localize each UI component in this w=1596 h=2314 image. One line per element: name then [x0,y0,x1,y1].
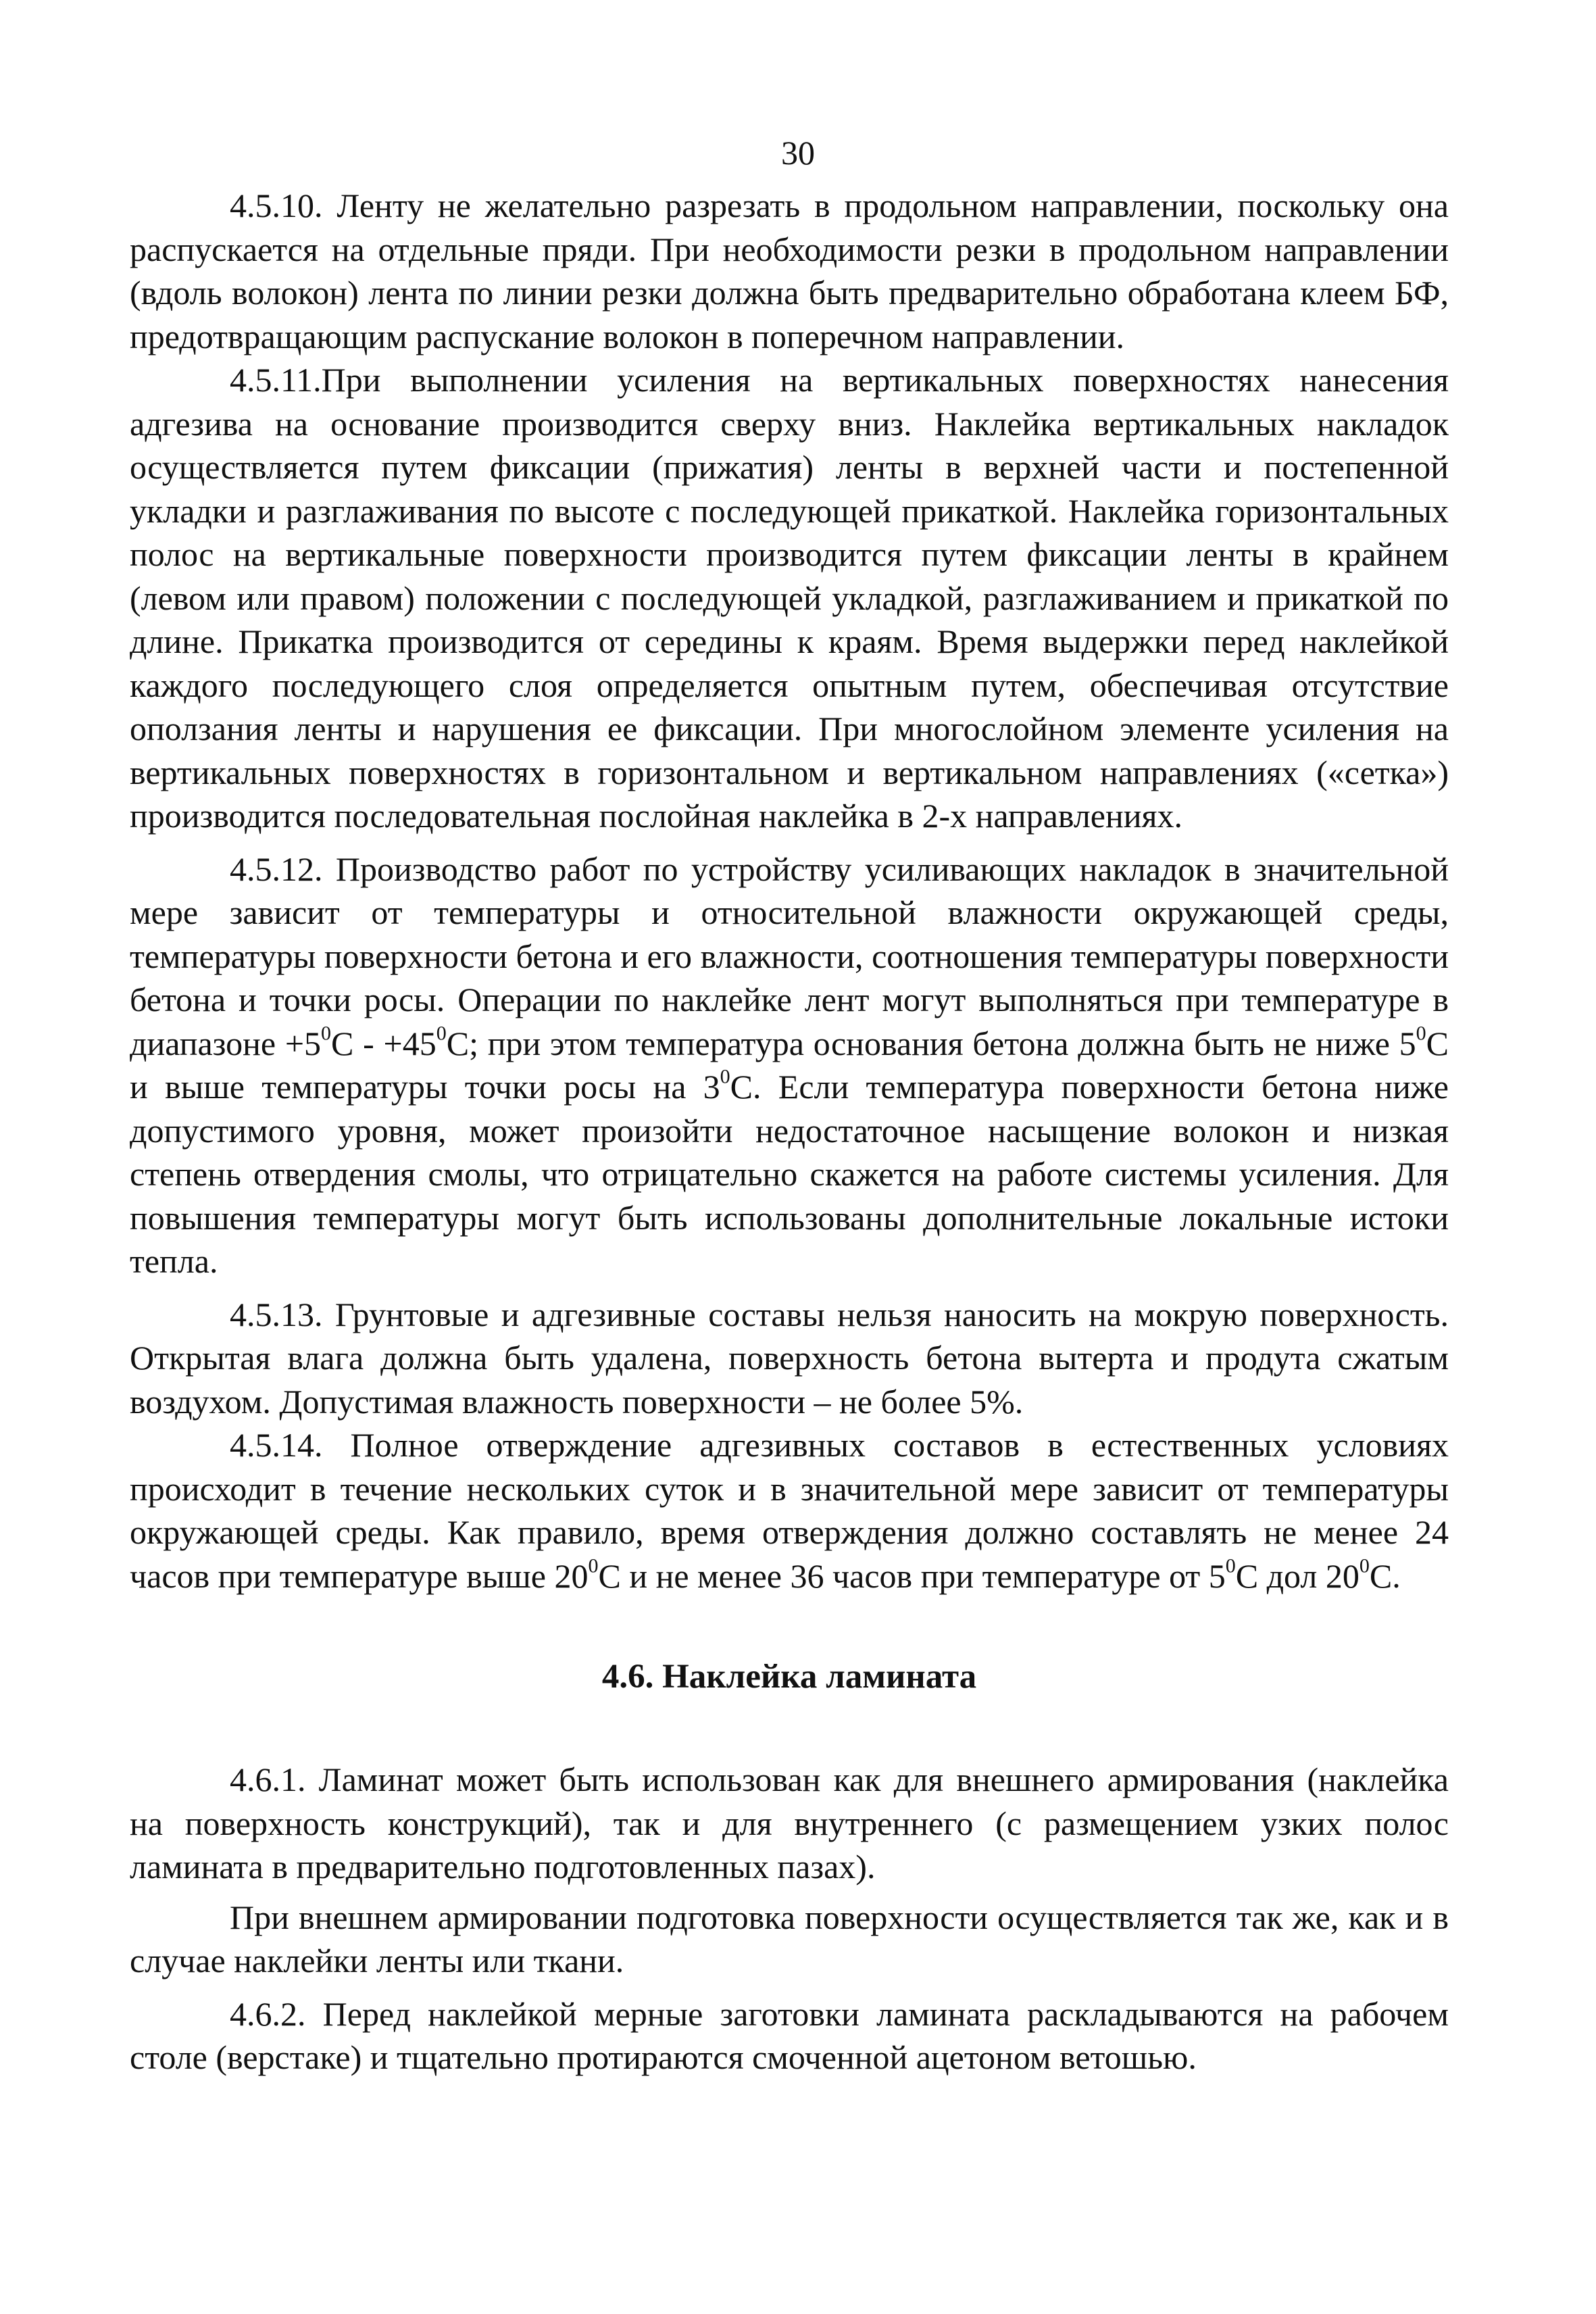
paragraph-4-6-2: 4.6.2. Перед наклейкой мерные заготовки ламината раскладываются на рабочем столе (верстаке) и тщательно протираются смоченной ацетоном ветошью. [130,1994,1449,2076]
paragraph-4-6-1: 4.6.1. Ламинат может быть использован как для внешнего армирования (наклейка на поверхность конструкций), так и для внутреннего (с размещением узких полос ламината в предварительно подготовленных пазах). [130,1761,1449,1886]
paragraph-4-5-10: 4.5.10. Ленту не желательно разрезать в продольном направлении, поскольку она распускается на отдельные пряди. При необходимости резки в продольном направлении (вдоль волокон) лента по линии резки должна быть предварительно обработана клеем БФ, предотвращающим распускание волокон в поперечном направлении. [130,187,1449,355]
section-heading: 4.6. Наклейка ламината [601,1658,977,1696]
paragraph-4-5-11: 4.5.11.При выполнении усиления на вертикальных поверхностях нанесения адгезива на основание производится сверху вниз. Наклейка вертикальных накладок осуществляется путем фиксации (прижатия) ленты в верхней части и постепенной укладки и разглаживания по высоте с последующей прикаткой. Наклейка горизонтальных полос на вертикальные поверхности производится путем фиксации ленты в крайнем (левом или правом) положении с последующей укладкой, разглаживанием и прикаткой по длине. Прикатка производится от середины к краям. Время выдержки перед наклейкой каждого последующего слоя определяется опытным путем, обеспечивая отсутствие оползания ленты и нарушения ее фиксации. При многослойном элементе усиления на вертикальных поверхностях в горизонтальном и вертикальном направлениях («сетка») производится последовательная послойная наклейка в 2-х направлениях. [130,361,1449,835]
superscript-degree: 0 [1225,1554,1236,1577]
paragraph-text: С дол 20 [1235,1556,1360,1595]
paragraph-4-5-12 [130,847,1449,1283]
page-body [130,184,1449,2079]
paragraph-text: С. Если температура поверхности бетона ниже допустимого уровня, может произойти недостаточное насыщение волокон и низкая степень отвердения смолы, что отрицательно скажется на работе системы усиления. Для повышения температуры могут быть использованы дополнительные локальные истоки тепла. [130,1068,1449,1280]
superscript-degree: 0 [588,1554,599,1577]
superscript-degree: 0 [1359,1554,1370,1577]
paragraph-text: С и выше температуры точки росы на 3 [130,1024,1449,1106]
superscript-degree: 0 [720,1065,730,1088]
paragraph-text: С и не менее 36 часов при температуре от 5 [598,1556,1226,1595]
superscript-degree: 0 [1416,1022,1426,1044]
paragraph-text: 4.5.12. Производство работ по устройству усиливающих накладок в значительной мере зависит от температуры и относительной влажности окружающей среды, температуры поверхности бетона и его влажности, соотношения температуры поверхности бетона и точки росы. Операции по наклейке лент могут выполняться при температуре в диапазоне +5 [130,850,1449,1062]
superscript-degree: 0 [321,1022,332,1044]
paragraph-text: С. [1369,1556,1401,1595]
paragraph-external-reinforcement: При внешнем армировании подготовка поверхности осуществляется так же, как и в случае наклейки ленты или ткани. [130,1898,1449,1979]
page-number: 30 [781,134,815,172]
paragraph-4-5-14 [130,1423,1449,1598]
paragraph-text: С; при этом температура основания бетона должна быть не ниже 5 [446,1024,1416,1062]
paragraph-text: С - +45 [331,1024,437,1062]
paragraph-4-5-13: 4.5.13. Грунтовые и адгезивные составы нельзя наносить на мокрую поверхность. Открытая влага должна быть удалена, поверхность бетона вытерта и продута сжатым воздухом. Допустимая влажность поверхности – не более 5%. [130,1295,1449,1421]
paragraph-text: 4.5.14. Полное отверждение адгезивных составов в естественных условиях происходит в течение нескольких суток и в значительной мере зависит от температуры окружающей среды. Как правило, время отверждения должно составлять не менее 24 часов при температуре выше 20 [130,1426,1449,1595]
superscript-degree: 0 [436,1022,447,1044]
